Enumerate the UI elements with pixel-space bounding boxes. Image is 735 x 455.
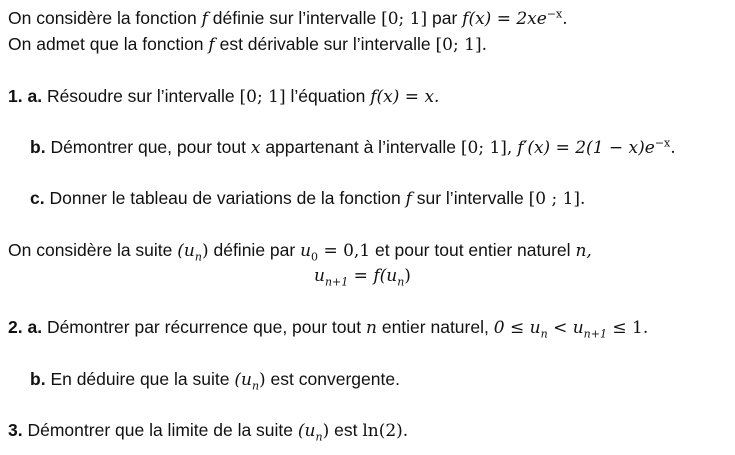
interval: [0; 1] bbox=[381, 9, 428, 29]
sequence-text-3: et pour tout entier naturel bbox=[375, 240, 571, 260]
function-f: f bbox=[208, 35, 215, 55]
interval: [0; 1], bbox=[460, 138, 513, 158]
question-text: Démontrer que, pour tout bbox=[50, 137, 246, 157]
variable-n: n, bbox=[575, 241, 592, 261]
function-f: f bbox=[201, 9, 208, 29]
interval: [0; 1]. bbox=[435, 35, 487, 55]
question-text-2: est convergente. bbox=[270, 369, 400, 389]
sequence-un: $(u_n)$ bbox=[297, 421, 330, 444]
variable-n: n bbox=[366, 318, 377, 338]
variable-x: x bbox=[250, 138, 261, 158]
question-number: b. bbox=[30, 137, 46, 157]
sequence-text-2: définie par bbox=[213, 240, 296, 260]
question-1a bbox=[8, 85, 439, 108]
intro-line-2 bbox=[8, 33, 487, 56]
question-number: c. bbox=[30, 188, 45, 208]
intro-line-1 bbox=[8, 7, 568, 30]
derivative-formula: $f'(x) = 2(1 - x)e^{-x}$. bbox=[517, 136, 676, 158]
question-text-2: appartenant à l’intervalle bbox=[265, 137, 456, 157]
intro-text-e: est dérivable sur l’intervalle bbox=[219, 34, 431, 54]
function-f: f bbox=[405, 189, 412, 209]
interval: [0; 1] bbox=[239, 87, 286, 107]
function-definition: $f(x) = 2xe^{-x}$. bbox=[462, 7, 568, 29]
question-text: En déduire que la suite bbox=[50, 369, 230, 389]
question-text: Donner le tableau de variations de la fonction bbox=[49, 188, 401, 208]
question-2a bbox=[8, 316, 648, 339]
question-1c bbox=[30, 187, 585, 210]
question-1b bbox=[30, 136, 676, 159]
question-text-2: l’équation bbox=[290, 86, 366, 106]
question-number: b. bbox=[30, 369, 46, 389]
question-number: 1. a. bbox=[8, 86, 43, 106]
question-text-2: est bbox=[334, 420, 358, 440]
recurrence-relation: $u_{n+1} = f(u_n)$ bbox=[314, 266, 411, 289]
sequence-un: $(u_n)$ bbox=[234, 370, 266, 393]
equation: f(x) = x. bbox=[370, 87, 440, 107]
question-number: 3. bbox=[8, 420, 23, 440]
question-text: Démontrer que la limite de la suite bbox=[27, 420, 294, 440]
sequence-text: On considère la suite bbox=[8, 240, 173, 260]
intro-text-c: par bbox=[431, 8, 458, 28]
initial-term: $u_0 = 0,1$ bbox=[300, 241, 371, 264]
sequence-un: $(u_n)$ bbox=[177, 241, 209, 264]
sequence-definition bbox=[8, 239, 592, 262]
question-text: Résoudre sur l’intervalle bbox=[46, 86, 235, 106]
question-text: Démontrer par récurrence que, pour tout bbox=[46, 317, 362, 337]
intro-text-b: définie sur l’intervalle bbox=[212, 8, 377, 28]
question-3 bbox=[8, 419, 408, 442]
question-2b bbox=[30, 368, 400, 391]
intro-text-a: On considère la fonction bbox=[8, 8, 197, 28]
intro-text-d: On admet que la fonction bbox=[8, 34, 204, 54]
inequality: $0 \le u_n < u_{n+1} \le 1$. bbox=[493, 318, 649, 341]
question-number: 2. a. bbox=[8, 317, 43, 337]
limit-value: ln(2). bbox=[362, 421, 409, 441]
interval: [0 ; 1]. bbox=[528, 189, 586, 209]
question-text-2: sur l’intervalle bbox=[416, 188, 524, 208]
question-text-2: entier naturel, bbox=[381, 317, 489, 337]
